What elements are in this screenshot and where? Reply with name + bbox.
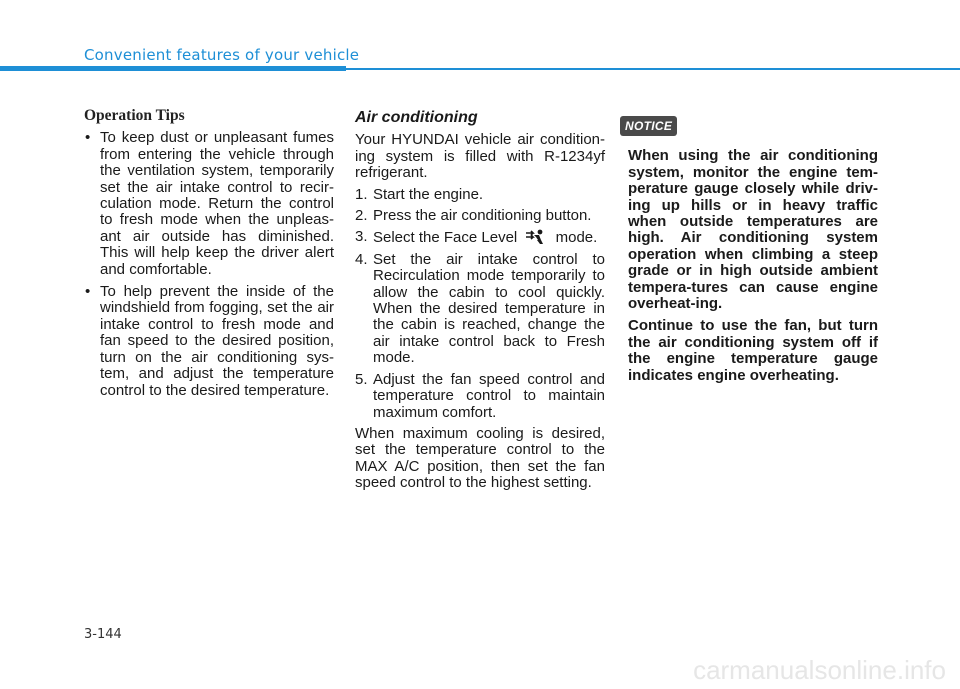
step-text: Press the air conditioning button.	[373, 207, 592, 225]
header-bar	[0, 66, 346, 71]
step-text-before: Select the Face Level	[373, 229, 518, 247]
operation-tips-heading: Operation Tips	[84, 107, 185, 124]
list-item	[355, 187, 605, 203]
step-text-after: mode.	[555, 229, 598, 247]
watermark: carmanualsonline.info	[693, 655, 946, 685]
list-item	[355, 252, 605, 367]
step-text: Adjust the fan speed control and temperature control to maintain maximum comfort.	[373, 370, 605, 421]
column-notice	[625, 116, 878, 390]
step-number: 5.	[355, 370, 368, 388]
air-conditioning-heading: Air conditioning	[355, 109, 478, 126]
header-rule	[346, 68, 960, 70]
step-text: Start the engine.	[373, 185, 484, 203]
step-number: 3.	[355, 228, 368, 246]
step-number: 4.	[355, 250, 368, 268]
page-number: 3-144	[84, 627, 122, 642]
step-text: Set the air intake control to Recirculation mode temporarily to allow the cabin to cool quickly. When the desired temperature in the cabin is reached, change the air intake control back to Fresh mode.	[373, 250, 605, 367]
bullet-icon: •	[85, 283, 91, 301]
notice-badge: NOTICE	[620, 116, 677, 136]
notice-paragraph: Continue to use the fan, but turn the air conditioning system off if the engine temperature gauge indicates engine overheating.	[628, 317, 878, 384]
section-title: Convenient features of your vehicle	[84, 46, 360, 64]
list-item	[355, 372, 605, 421]
face-level-vent-icon	[525, 229, 547, 245]
list-item	[84, 284, 334, 399]
list-item	[84, 130, 334, 278]
step-number: 2.	[355, 207, 368, 225]
bullet-text: To keep dust or unpleasant fumes from entering the vehicle through the ventilation system, temporarily set the air intake control to recir-culation mode. Return the control to fresh mode when the unpleas-ant air outside has diminished. This will help keep the driver alert and comfortable.	[100, 129, 334, 278]
intro-paragraph: Your HYUNDAI vehicle air condition-ing system is filled with R-1234yf refrigerant.	[355, 131, 605, 182]
bullet-text: To help prevent the inside of the windshield from fogging, set the air intake control to fresh mode and fan speed to the desired position, turn on the air conditioning sys-tem, and adjust the temperature control to the desired temperature.	[100, 283, 334, 399]
bullet-icon: •	[85, 129, 91, 147]
step-number: 1.	[355, 185, 368, 203]
notice-paragraph: When using the air conditioning system, monitor the engine tem-perature gauge closely while driv-ing up hills or in heavy traffic when outside temperatures are high. Air conditioning system operation when climbing a steep grade or in high outside ambient tempera-tures can cause engine overheat-ing.	[628, 147, 878, 313]
list-item	[355, 208, 605, 224]
list-item	[355, 229, 605, 246]
outro-paragraph: When maximum cooling is desired, set the temperature control to the MAX A/C position, then set the fan speed control to the highest setting.	[355, 424, 605, 492]
column-operation-tips	[84, 108, 334, 405]
column-air-conditioning	[355, 110, 605, 497]
